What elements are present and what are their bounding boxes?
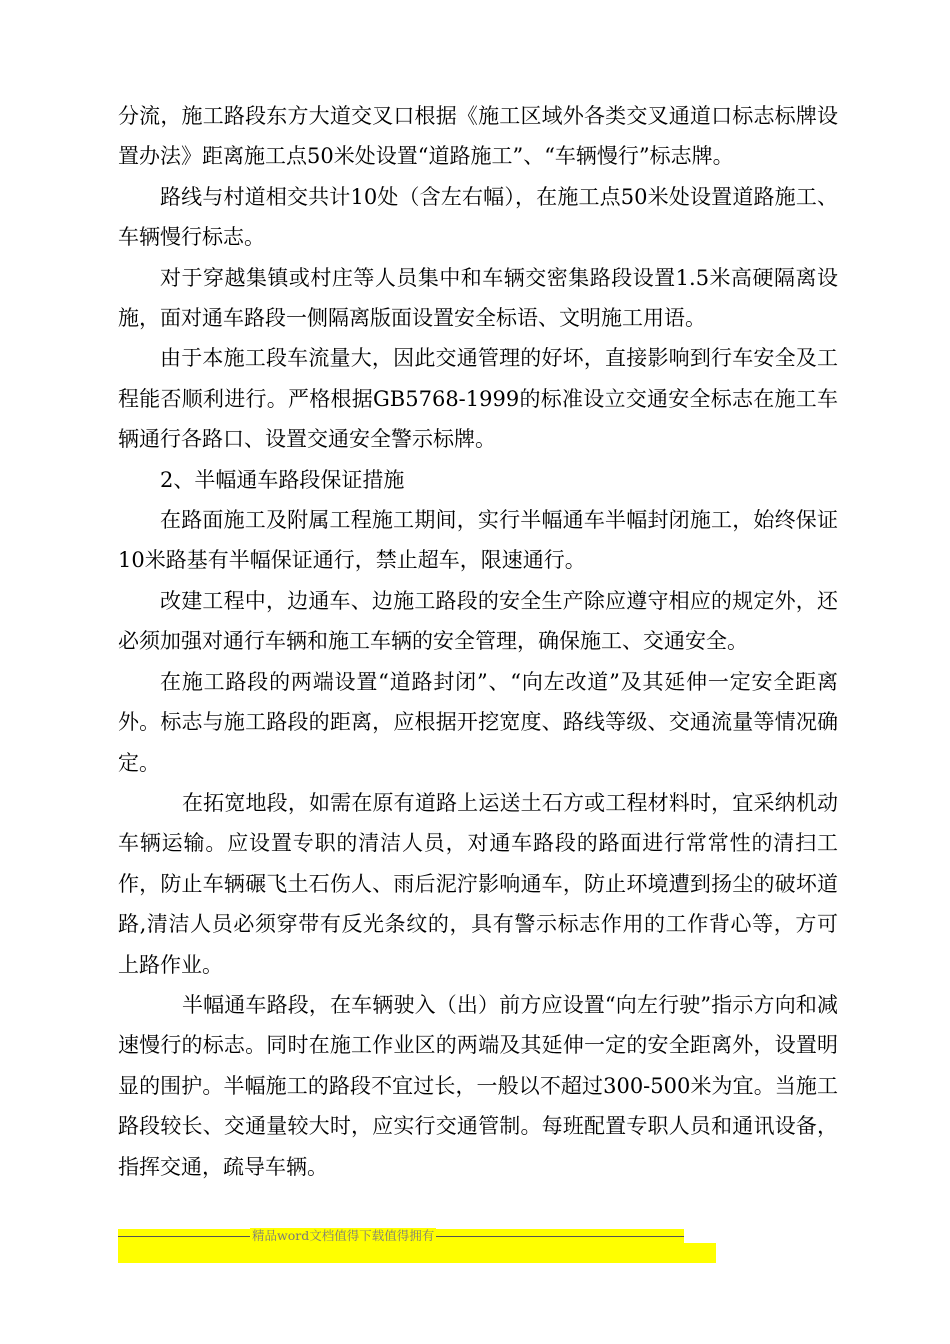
paragraph-5: 在路面施工及附属工程施工期间，实行半幅通车半幅封闭施工，始终保证10米路基有半幅保证通行，禁止超车，限速通行。 xyxy=(118,508,838,573)
paragraph-4: 由于本施工段车流量大，因此交通管理的好坏，直接影响到行车安全及工程能否顺利进行。严格根据GB5768-1999的标准设立交通安全标志在施工车辆通行各路口、设置交通安全警示标牌。 xyxy=(118,346,838,452)
paragraph-9: 半幅通车路段，在车辆驶入（出）前方应设置“向左行驶”指示方向和减速慢行的标志。同时在施工作业区的两端及其延伸一定的安全距离外，设置明显的围护。半幅施工的路段不宜过长，一般以不超过300-500米为宜。当施工路段较长、交通量较大时，应实行交通管制。每班配置专职人员和通讯设备，指挥交通，疏导车辆。 xyxy=(118,992,838,1179)
paragraph-1: 分流，施工路段东方大道交叉口根据《施工区域外各类交叉通道口标志标牌设置办法》距离施工点50米处设置“道路施工”、“车辆慢行”标志牌。 xyxy=(118,104,838,169)
paragraph-7: 在施工路段的两端设置“道路封闭”、“向左改道”及其延伸一定安全距离外。标志与施工路段的距离，应根据开挖宽度、路线等级、交通流量等情况确定。 xyxy=(118,669,838,775)
footer-watermark-text: 精品word文档值得下载值得拥有 xyxy=(252,1228,435,1243)
paragraph-2: 路线与村道相交共计10处（含左右幅），在施工点50米处设置道路施工、车辆慢行标志。 xyxy=(118,184,838,250)
section-heading: 2、半幅通车路段保证措施 xyxy=(160,467,405,492)
paragraph-6: 改建工程中，边通车、边施工路段的安全生产除应遵守相应的规定外，还必须加强对通行车辆和施工车辆的安全管理，确保施工、交通安全。 xyxy=(118,588,838,654)
body-text xyxy=(118,96,838,1187)
paragraph-8: 在拓宽地段，如需在原有道路上运送土石方或工程材料时，宜采纳机动车辆运输。应设置专职的清洁人员，对通车路段的路面进行常常性的清扫工作，防止车辆碾飞土石伤人、雨后泥泞影响通车，防止环境遭到扬尘的破坏道路,清洁人员必须穿带有反光条纹的，具有警示标志作用的工作背心等，方可上路作业。 xyxy=(118,790,838,977)
paragraph-3: 对于穿越集镇或村庄等人员集中和车辆交密集路段设置1.5米高硬隔离设施，面对通车路段一侧隔离版面设置安全标语、文明施工用语。 xyxy=(118,265,838,331)
footer-highlight-lower xyxy=(118,1243,716,1263)
